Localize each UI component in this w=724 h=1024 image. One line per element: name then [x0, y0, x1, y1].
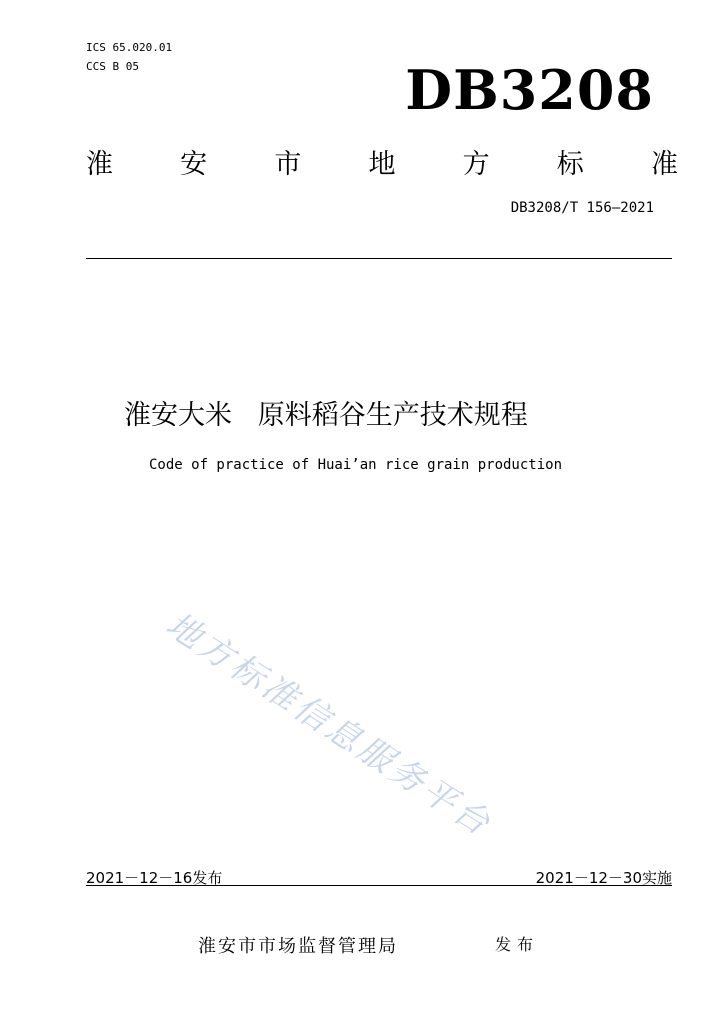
ics-code: ICS 65.020.01 — [86, 41, 173, 54]
standard-type-char: 安 — [180, 149, 208, 180]
implementation-date: 2021－12－30实施 — [535, 869, 672, 887]
classification-codes — [86, 38, 172, 76]
ccs-code: CCS B 05 — [86, 60, 139, 73]
standard-type-char: 准 — [650, 149, 678, 180]
standard-type-char: 标 — [556, 149, 584, 180]
watermark: 地方标准信息服务平台 — [158, 604, 500, 846]
publish-label: 发布 — [495, 935, 540, 954]
english-title: Code of practice of Huai’an rice grain production — [149, 457, 563, 473]
footer-divider — [86, 885, 672, 886]
standard-type-char: 淮 — [86, 149, 113, 180]
header-divider — [86, 258, 672, 259]
standard-code: DB3208 — [405, 58, 654, 122]
standard-number: DB3208/T 156—2021 — [510, 200, 654, 216]
standard-type-char: 市 — [274, 149, 302, 180]
release-date: 2021－12－16发布 — [86, 869, 223, 887]
chinese-title: 淮安大米 原料稻谷生产技术规程 — [124, 400, 528, 431]
standard-type-char: 地 — [368, 149, 396, 180]
standard-type — [86, 142, 678, 181]
standard-type-char: 方 — [462, 149, 490, 180]
issuing-authority: 淮安市市场监督管理局 — [198, 936, 398, 957]
